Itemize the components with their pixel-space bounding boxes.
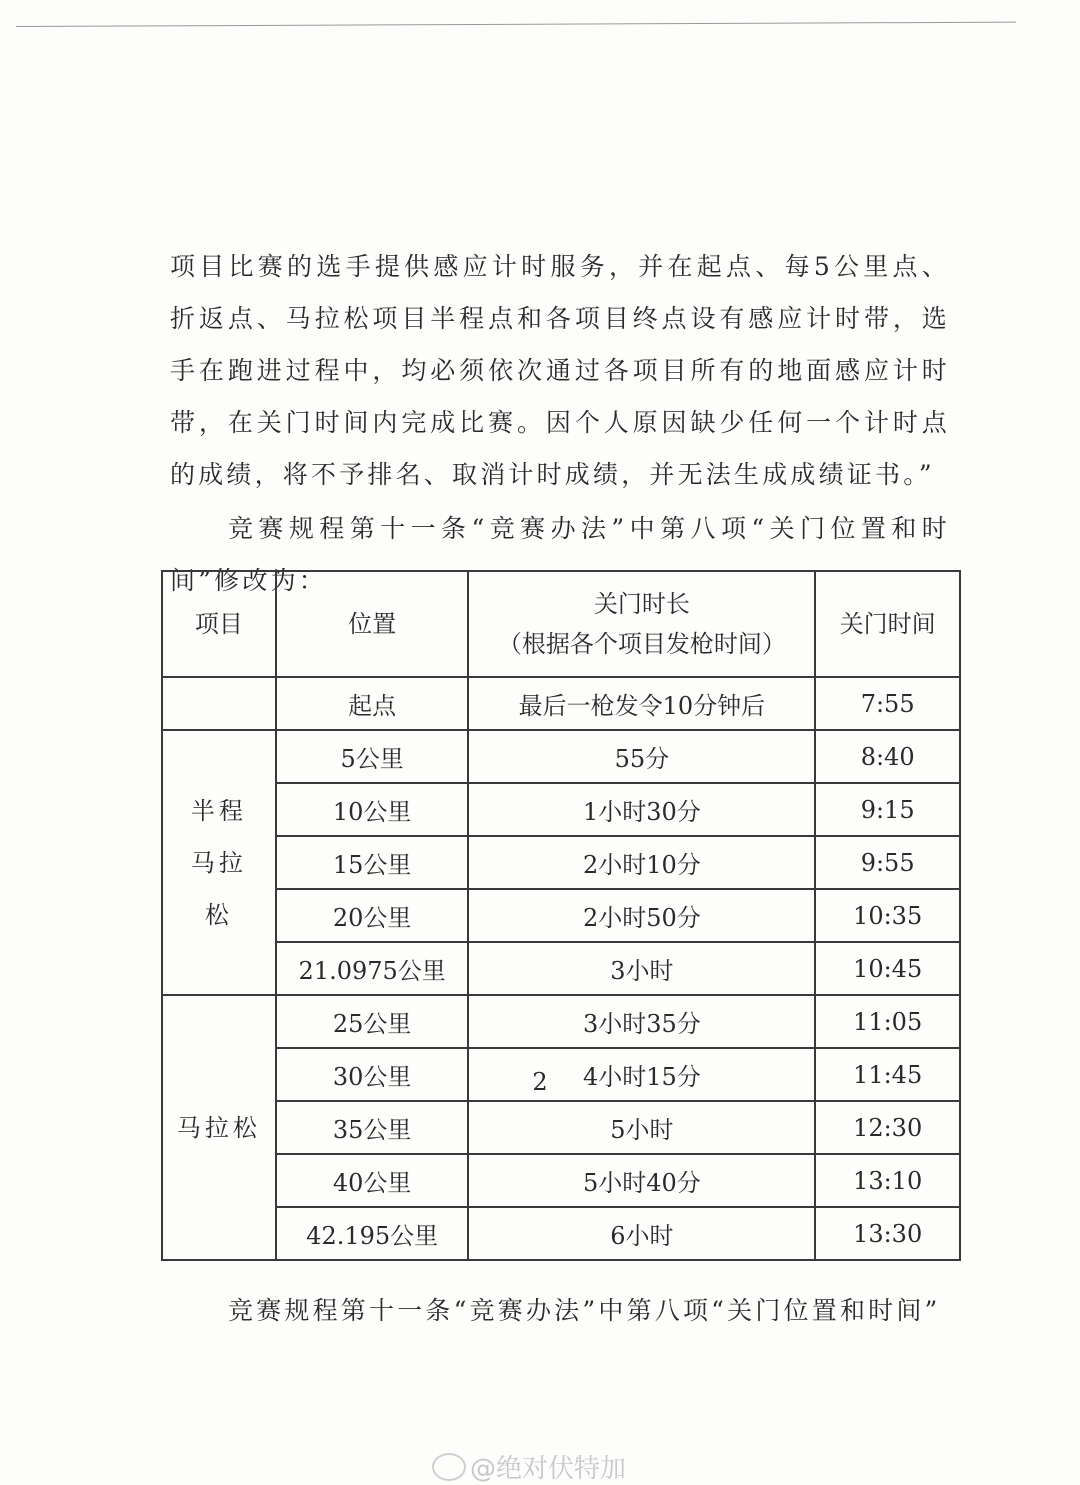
cell-duration: 55分 [468,730,815,783]
table-row [162,942,960,995]
cell-location: 42.195公里 [276,1207,469,1260]
cell-location: 40公里 [276,1154,469,1207]
cell-location: 35公里 [276,1101,469,1154]
header-duration-title: 关门时长 [593,590,690,618]
cell-duration: 3小时 [468,942,815,995]
table-row [162,1154,960,1207]
table-row [162,730,960,783]
cell-time: 8:40 [815,730,960,783]
cell-location: 21.0975公里 [276,942,469,995]
table-row [162,783,960,836]
paragraph-timing-rules: 项目比赛的选手提供感应计时服务，并在起点、每5公里点、折返点、马拉松项目半程点和各项目终点设有感应计时带，选手在跑进过程中，均必须依次通过各项目所有的地面感应计时带，在关门时间内完成比赛。因个人原因缺少任何一个计时点的成绩，将不予排名、取消计时成绩，并无法生成成绩证书。” [170,252,950,489]
cell-duration: 3小时35分 [468,995,815,1048]
table-header-row [162,571,960,677]
cell-location: 15公里 [276,836,469,889]
cell-duration: 4小时15分 [468,1048,815,1101]
cell-location: 30公里 [276,1048,469,1101]
header-closing-time: 关门时间 [815,571,960,677]
cell-time: 11:45 [815,1048,960,1101]
cell-location: 起点 [276,677,469,730]
cell-time: 10:45 [815,942,960,995]
paragraph-amendment-continued: 竞赛规程第十一条“竞赛办法”中第八项“关门位置和时间” [228,1296,941,1325]
cell-duration: 2小时50分 [468,889,815,942]
header-event: 项目 [162,571,276,677]
cell-time: 9:15 [815,783,960,836]
cell-time: 12:30 [815,1101,960,1154]
cell-duration: 5小时 [468,1101,815,1154]
cell-duration: 2小时10分 [468,836,815,889]
header-location: 位置 [276,571,469,677]
cell-event-half-marathon [162,730,276,995]
table-row [162,889,960,942]
table-row [162,1207,960,1260]
cell-time: 11:05 [815,995,960,1048]
page-number: 2 [532,1068,548,1096]
cell-time: 13:30 [815,1207,960,1260]
cell-location: 10公里 [276,783,469,836]
cell-location: 5公里 [276,730,469,783]
cell-event [162,677,276,730]
cell-time: 13:10 [815,1154,960,1207]
watermark [432,1448,626,1485]
cell-duration: 最后一枪发令10分钟后 [468,677,815,730]
cell-duration: 6小时 [468,1207,815,1260]
paragraph-amendment-intro: 竞赛规程第十一条“竞赛办法”中第八项“关门位置和时间”修改为： [170,514,950,595]
event-label: 半程马拉松 [190,796,247,929]
closing-time-table [161,570,961,1261]
cell-location: 25公里 [276,995,469,1048]
header-rule [16,22,1016,27]
watermark-text: @绝对伏特加 [470,1454,627,1484]
header-duration-note: （根据各个项目发枪时间） [497,630,786,658]
table-row [162,836,960,889]
cell-time: 7:55 [815,677,960,730]
cell-event-marathon: 马拉松 [162,995,276,1260]
table-row [162,677,960,730]
header-duration [468,571,815,677]
cell-duration: 1小时30分 [468,783,815,836]
cell-time: 10:35 [815,889,960,942]
cell-location: 20公里 [276,889,469,942]
table-row [162,1101,960,1154]
cell-time: 9:55 [815,836,960,889]
weibo-icon [432,1453,466,1481]
table-row [162,995,960,1048]
cell-duration: 5小时40分 [468,1154,815,1207]
